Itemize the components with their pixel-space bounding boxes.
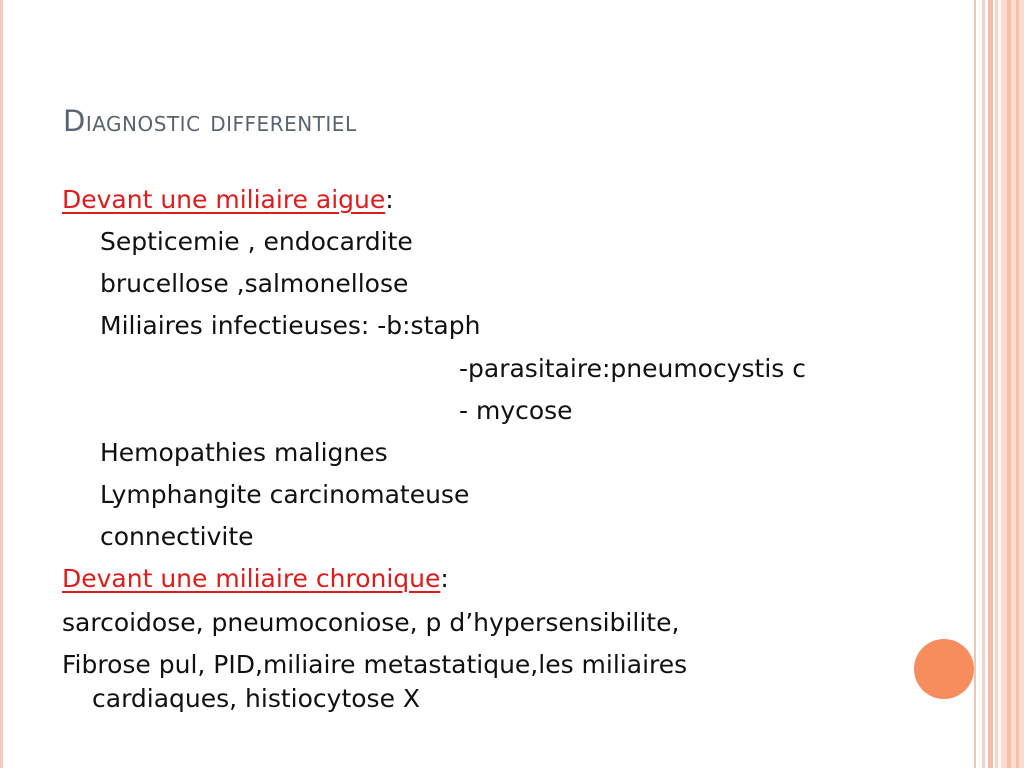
- list-item: brucellose ,salmonellose: [100, 269, 409, 298]
- list-item: - mycose: [459, 396, 573, 425]
- acute-heading-colon: :: [385, 185, 394, 214]
- right-stripe: [1001, 0, 1024, 768]
- right-stripe: [1007, 0, 1011, 768]
- chronic-heading: Devant une miliaire chronique: [62, 564, 441, 593]
- list-item: Miliaires infectieuses: -b:staph: [100, 311, 481, 340]
- list-item: connectivite: [100, 522, 254, 551]
- list-item: Septicemie , endocardite: [100, 227, 413, 256]
- slide-title: Diagnostic differentiel: [63, 104, 357, 138]
- acute-heading-line: [62, 184, 394, 216]
- list-item: Fibrose pul, PID,miliaire metastatique,les miliaires: [62, 650, 688, 679]
- right-stripe: [995, 0, 998, 768]
- list-item: Lymphangite carcinomateuse: [100, 480, 470, 509]
- acute-heading: Devant une miliaire aigue: [62, 185, 386, 214]
- chronic-heading-colon: :: [440, 564, 449, 593]
- left-frame-line: [0, 0, 3, 768]
- list-item: -parasitaire:pneumocystis c: [459, 354, 806, 383]
- chronic-heading-line: [62, 563, 449, 595]
- decorative-circle: [914, 639, 974, 699]
- list-item: sarcoidose, pneumoconiose, p d’hypersensibilite,: [62, 608, 680, 637]
- right-stripe: [982, 0, 985, 768]
- list-item: cardiaques, histiocytose X: [92, 684, 421, 713]
- right-stripe: [1016, 0, 1019, 768]
- list-item: Hemopathies malignes: [100, 438, 388, 467]
- right-stripe: [988, 0, 993, 768]
- right-stripe: [974, 0, 976, 768]
